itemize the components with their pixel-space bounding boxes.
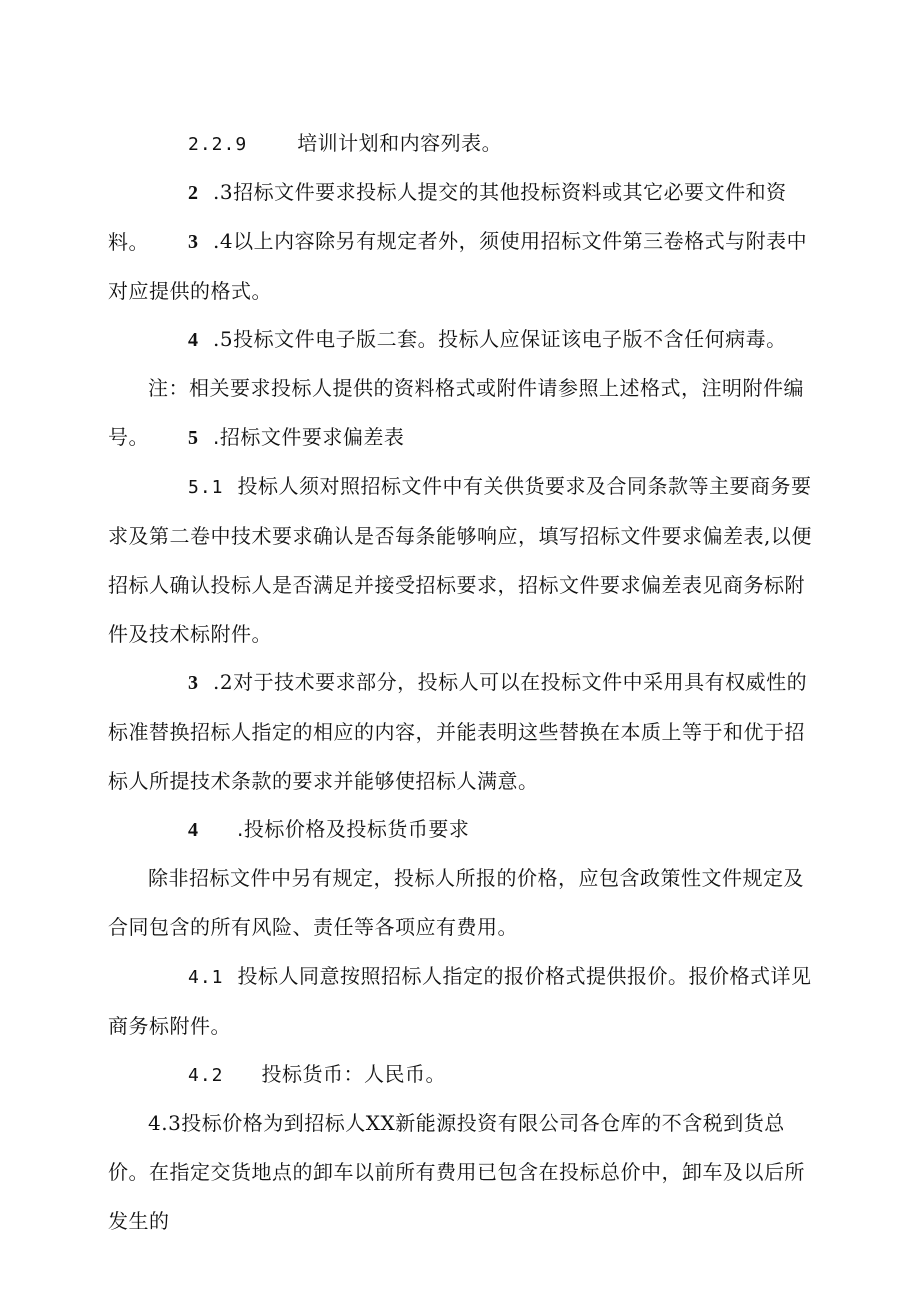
note-text: 注：相关要求投标人提供的资料格式或附件请参照上述格式，注明附件编号。: [108, 376, 804, 449]
clause-text: 4.3投标价格为到招标人XX新能源投资有限公司各仓库的不含税到货总价。在指定交货地点的卸车以前所有费用已包含在投标总价中，卸车及以后所发生的: [108, 1111, 805, 1233]
section-title: .投标价格及投标货币要求: [237, 817, 470, 841]
clause-text: .4以上内容除另有规定者外，须使用招标文件第三卷格式与附表中对应提供的格式。: [108, 229, 808, 303]
paragraph-2-2-9: [108, 119, 824, 169]
paragraph-4-5: [108, 315, 824, 365]
paragraph-4-1: [108, 952, 824, 1051]
clause-text: .2对于技术要求部分，投标人可以在投标文件中采用具有权威性的标准替换招标人指定的相应的内容，并能表明这些替换在本质上等于和优于招标人所提技术条款的要求并能够使招标人满意。: [108, 670, 808, 793]
clause-text: 培训计划和内容列表。: [297, 131, 503, 155]
paragraph-4-3: [108, 1099, 824, 1246]
clause-text: 投标人须对照招标文件中有关供货要求及合同条款等主要商务要求及第二卷中技术要求确认是否每条能够响应，填写招标文件要求偏差表,以便招标人确认投标人是否满足并接受招标要求，招标文件要求偏差表见商务标附件及技术标附件。: [108, 474, 812, 646]
section-heading-4: [108, 805, 824, 855]
paragraph-3-4: [108, 217, 824, 316]
clause-text: .3招标文件要求投标人提交的其他投标资料或其它必要文件和资料。: [108, 180, 787, 254]
clause-number: 4: [188, 329, 199, 351]
section-heading-5: [108, 413, 824, 463]
section-title: .招标文件要求偏差表: [213, 425, 405, 449]
price-paragraph: [108, 854, 824, 952]
clause-number: 4.2: [188, 1065, 224, 1086]
section-number: 5: [188, 427, 199, 449]
clause-number: 3: [188, 672, 199, 694]
clause-number: 2: [188, 182, 199, 204]
clause-number: 4.1: [188, 967, 224, 988]
clause-number: 2.2.9: [188, 134, 248, 155]
clause-text: .5投标文件电子版二套。投标人应保证该电子版不含任何病毒。: [213, 327, 787, 351]
paragraph-text: 除非招标文件中另有规定，投标人所报的价格，应包含政策性文件规定及合同包含的所有风险、责任等各项应有费用。: [108, 866, 804, 939]
clause-number: 3: [188, 231, 199, 253]
clause-number: 5.1: [188, 477, 224, 498]
clause-text: 投标人同意按照招标人指定的报价格式提供报价。报价格式详见商务标附件。: [108, 964, 812, 1038]
paragraph-3-2: [108, 658, 824, 806]
paragraph-4-2: [108, 1050, 824, 1100]
clause-text: 投标货币：人民币。: [261, 1062, 447, 1086]
section-number: 4: [188, 819, 199, 841]
paragraph-5-1: [108, 462, 824, 659]
